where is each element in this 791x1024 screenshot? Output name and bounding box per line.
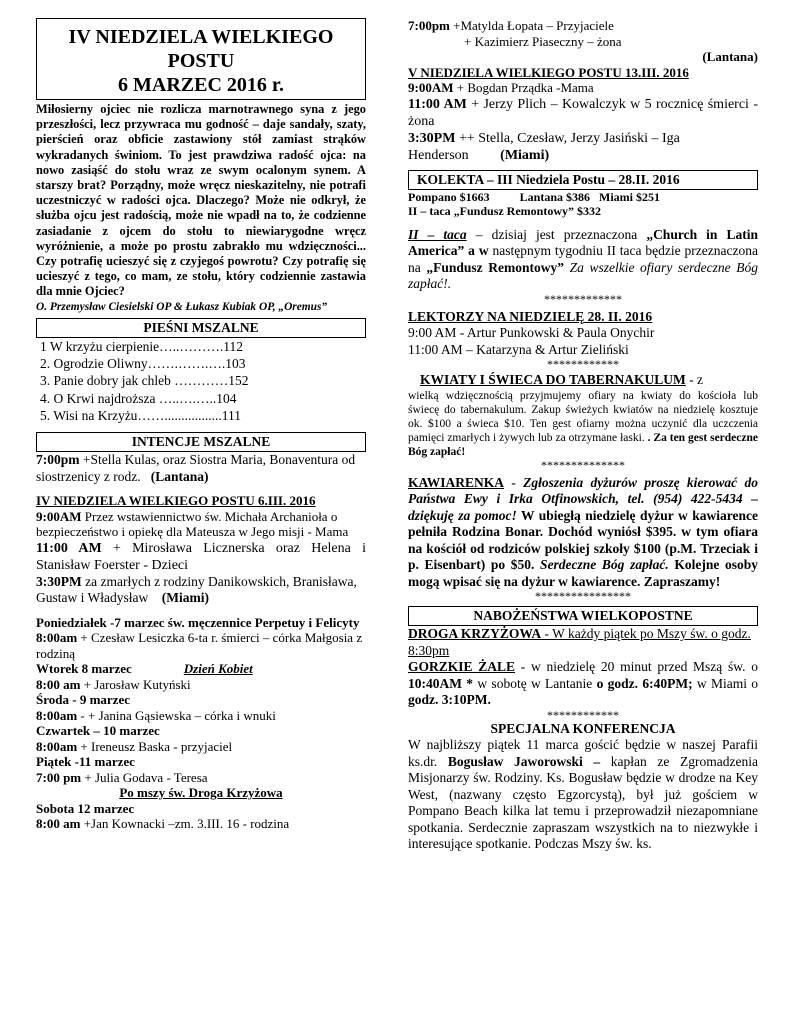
hymn-item: 1 W krzyżu cierpienie…..……….112 bbox=[40, 338, 243, 354]
right-intention-sat-line1: 7:00pm +Matylda Łopata – Przyjaciele bbox=[408, 18, 614, 33]
collection-line-2: II – taca „Fundusz Remontowy” $332 bbox=[408, 204, 602, 219]
reflection-author: O. Przemysław Ciesielski OP & Łukasz Kubiak OP, „Oremus” bbox=[36, 300, 328, 313]
title-line-1: IV NIEDZIELA WIELKIEGO bbox=[68, 26, 334, 48]
hymns-header: PIEŚNI MSZALNE bbox=[36, 318, 366, 338]
title-line-2: POSTU bbox=[167, 50, 235, 72]
intention-thursday: 8:00am + Ireneusz Baska - przyjaciel bbox=[36, 738, 233, 754]
right-intention-sat-loc: (Lantana) bbox=[702, 49, 758, 64]
reflection-text: Miłosierny ojciec nie rozlicza marnotrawnego syna z jego przeszłości, lecz przywraca mu godność – daje sandały, szaty, pierścień oraz obficie zastawiony stół zamiast strąków wykradanych świniom. To jest prawdziwa radość ojca: na nowo zasiąść do stołu wraz ze swym ocalonym synem. A starszy brat? Porządny, może wręcz nieskazitelny, nie potrafi uczestniczyć w radości ojca. Dlaczego? Może nie odkrył, że służba ojcu jest radością, może nie wpadł na to, że codzienne zasiadanie z ojcem do stołu to niewiarygodne wręcz wyróżnienie, a może po prostu zabrakło mu wdzięczności... Czy potrafię ucieszyć się z czyjegoś powrotu? Czy potrafię się ucieszyć z tego, co mam, ze stołu, który codziennie zastawia dla mnie Ojciec? bbox=[36, 102, 366, 299]
intention-tuesday: 8:00 am + Jarosław Kutyński bbox=[36, 676, 191, 692]
intention-friday: 7:00 pm + Julia Godava - Teresa bbox=[36, 769, 208, 785]
intention-saturday: 8:00 am +Jan Kownacki –zm. 3.III. 16 - rodzina bbox=[36, 816, 290, 832]
monday-header: Poniedziałek -7 marzec św. męczennice Perpetuy i Felicyty bbox=[36, 614, 360, 630]
intention-wednesday: 8:00am - + Janina Gąsiewska – córka i wnuki bbox=[36, 707, 276, 723]
separator-stars: ************* bbox=[544, 291, 622, 306]
hymn-item: 5. Wisi na Krzyżu…….................111 bbox=[40, 407, 242, 423]
thursday-header: Czwartek – 10 marzec bbox=[36, 723, 160, 739]
way-of-cross-note: DROGA KRZYŻOWA - W każdy piątek po Mszy św. o godz. 8:30pm bbox=[408, 626, 751, 658]
flowers-text: wielką wdzięcznością przyjmujemy ofiary na kwiaty do kościoła lub świecę do tabernakulum. Zakup świeżych kwiatów na niedzielę kosztuje ok. $100 a świeca $10. Ten gest ofiarny można uczynić dla uczczenia pamięci zmarłych i żywych lub za otrzymane łaski. . Za ten gest serdeczne Bóg zapłać! bbox=[408, 389, 758, 458]
lectors-line-1: 9:00 AM - Artur Punkowski & Paula Onychir bbox=[408, 325, 655, 341]
flowers-header-line: KWIATY I ŚWIECA DO TABERNAKULUM - z bbox=[420, 372, 704, 388]
friday-header: Piątek -11 marzec bbox=[36, 754, 135, 770]
next-sunday-1100: 11:00 AM + Jerzy Plich – Kowalczyk w 5 rocznicę śmierci - żona bbox=[408, 96, 758, 129]
tuesday-header: Wtorek 8 marzec Dzień Kobiet bbox=[36, 661, 253, 677]
left-column bbox=[36, 18, 366, 1024]
hymns-list bbox=[36, 338, 366, 424]
lectors-header: LEKTORZY NA NIEDZIELĘ 28. II. 2016 bbox=[408, 308, 653, 324]
right-intention-sat-line2: + Kazimierz Piaseczny – żona bbox=[464, 33, 622, 49]
title-line-3: 6 MARZEC 2016 r. bbox=[118, 74, 284, 96]
next-sunday-900: 9:00AM + Bogdan Prządka -Mama bbox=[408, 80, 594, 95]
sunday-header: IV NIEDZIELA WIELKIEGO POSTU 6.III. 2016 bbox=[36, 493, 316, 509]
collection-header: KOLEKTA – III Niedziela Postu – 28.II. 2016 bbox=[408, 170, 758, 190]
second-collection-note: II – taca – dzisiaj jest przeznaczona „Church in Latin America” a w następnym tygodniu II taca będzie przeznaczona na „Fundusz Remontowy” Za wszelkie ofiary serdeczne Bóg zapłać!. bbox=[408, 226, 758, 292]
intentions-header: INTENCJE MSZALNE bbox=[36, 432, 366, 452]
separator-stars: **************** bbox=[535, 589, 631, 604]
collection-line-1: Pompano $1663 Lantana $386 Miami $251 bbox=[408, 189, 661, 204]
right-column bbox=[408, 18, 758, 1024]
intention-sun-1100: 11:00 AM + Mirosława Licznerska oraz Helena i Stanisław Foerster - Dzieci bbox=[36, 540, 366, 573]
saturday-header: Sobota 12 marzec bbox=[36, 800, 135, 816]
hymn-item: 3. Panie dobry jak chleb …………152 bbox=[40, 373, 249, 389]
wednesday-header: Środa - 9 marzec bbox=[36, 692, 130, 708]
separator-stars: ************ bbox=[547, 357, 619, 372]
friday-note: Po mszy św. Droga Krzyżowa bbox=[119, 785, 283, 801]
separator-stars: ************ bbox=[547, 707, 619, 722]
intention-sun-330: 3:30PM za zmarłych z rodziny Danikowskich, Branisława, Gustaw i Władysław (Miami) bbox=[36, 573, 357, 606]
gorzkie-zale-note: GORZKIE ŻALE - w niedzielę 20 minut przed Mszą św. o 10:40AM * w sobotę w Lantanie o godz. 6:40PM; w Miami o godz. 3:10PM. bbox=[408, 659, 758, 708]
separator-stars: ************** bbox=[541, 457, 625, 472]
conference-header: SPECJALNA KONFERENCJA bbox=[490, 720, 676, 736]
intention-sun-900: 9:00AM Przez wstawiennictwo św. Michała Archanioła o bezpieczeństwo i opiekę dla Mateusza w Jego misji - Mama bbox=[36, 508, 349, 540]
intention-monday: 8:00am + Czesław Lesiczka 6-ta r. śmierci – córka Małgosia z rodziną bbox=[36, 630, 363, 661]
hymn-item: 4. O Krwi najdroższa …..….…..104 bbox=[40, 390, 237, 406]
bulletin-title-box bbox=[36, 18, 366, 100]
intention-saturday-lantana: 7:00pm +Stella Kulas, oraz Siostra Maria, Bonaventura od siostrzenicy z rodz. (Lantana) bbox=[36, 452, 356, 484]
next-sunday-header: V NIEDZIELA WIELKIEGO POSTU 13.III. 2016 bbox=[408, 64, 689, 80]
conference-text: W najbliższy piątek 11 marca gościć będzie w naszej Parafii ks.dr. Bogusław Jaworowski – kapłan ze Zgromadzenia Misjonarzy św. Rodziny. Ks. Bogusław będzie w drodze na Key West, (nazwany często Egzorcystą), był już gościem w Pompano Beach kilka lat temu i przeprowadził niezapomniane spotkania. Serdecznie zapraszam wszystkich na to niezwykłe i interesujące spotkanie. Podczas Mszy św. ks. bbox=[408, 737, 758, 852]
lent-services-header: NABOŻEŃSTWA WIELKOPOSTNE bbox=[408, 606, 758, 626]
hymn-item: 2. Ogrodzie Oliwny…….…….….103 bbox=[40, 355, 246, 371]
lectors-line-2: 11:00 AM – Katarzyna & Artur Zieliński bbox=[408, 341, 629, 357]
cafe-note: KAWIARENKA - Zgłoszenia dyżurów proszę kierować do Państwa Ewy i Irka Otfinowskich, tel. (954) 422-5434 – dziękuję za pomoc! W ubiegłą niedzielę dyżur w kawiarence pełniła Rodzina Bonar. Dochód wyniósł $395. w tym ofiara na kościół od rodziców polskiej szkoły $100 (p.M. Trzeciak i p. Eisenbart) po $50. Serdeczne Bóg zapłać. Kolejne osoby mogą wpisać się na dyżur w kawiarence. Zapraszamy! bbox=[408, 474, 758, 589]
next-sunday-330: 3:30PM ++ Stella, Czesław, Jerzy Jasiński – Iga Henderson (Miami) bbox=[408, 130, 680, 163]
